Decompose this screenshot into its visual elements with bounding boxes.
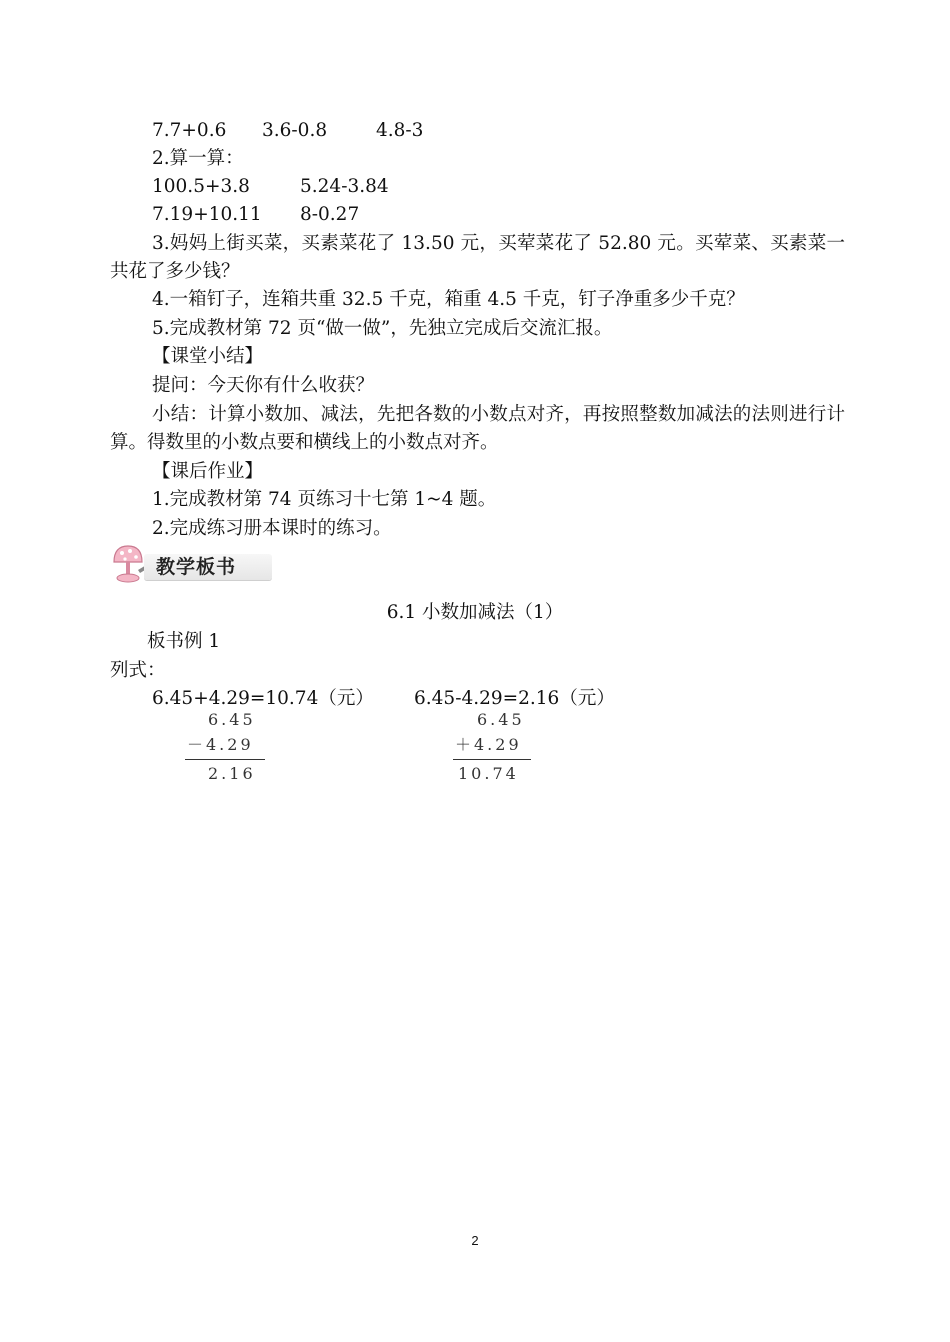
calc-right-top: 6.45 [477,710,525,729]
expr: 7.7+0.6 [152,120,227,141]
board-title: 6.1 小数加减法（1） [386,602,564,623]
page-number: 2 [471,1233,479,1248]
equation-subtract: 6.45-4.29=2.16（元） [414,688,615,709]
heading-class-summary: 【课堂小结】 [152,346,264,367]
calc-left-mid: －4.29 [187,735,254,754]
heading-homework: 【课后作业】 [152,461,264,482]
equation-add: 6.45+4.29=10.74（元） [152,688,374,709]
expr: 8-0.27 [300,204,360,225]
calc-left-top: 6.45 [208,710,256,729]
banner-label: 教学板书 [156,556,237,578]
calc-right-rule [453,759,531,760]
question-3: 3.妈妈上街买菜，买素菜花了 13.50 元，买荤菜花了 52.80 元。买荤菜、买素菜一共花了多少钱？ [110,233,845,282]
expr: 4.8-3 [376,120,424,141]
homework-2: 2.完成练习册本课时的练习。 [152,518,392,539]
calc-right-result: 10.74 [458,764,519,783]
expr: 100.5+3.8 [152,176,250,197]
question-harvest: 提问：今天你有什么收获？ [152,375,375,396]
board-banner [104,540,272,588]
calc-right-mid: ＋4.29 [455,735,522,754]
board-example: 板书例 1 [147,631,221,652]
calc-left-rule [185,759,265,760]
expr: 5.24-3.84 [300,176,389,197]
calc-left-result: 2.16 [208,764,256,783]
expr: 7.19+10.11 [152,204,262,225]
question-4: 4.一箱钉子，连箱共重 32.5 千克，箱重 4.5 千克，钉子净重多少千克？ [152,289,745,310]
summary-text: 小结：计算小数加、减法，先把各数的小数点对齐，再按照整数加减法的法则进行计算。得数里的小数点要和横线上的小数点对齐。 [110,404,845,453]
homework-1: 1.完成教材第 74 页练习十七第 1~4 题。 [152,489,497,510]
section-label: 2.算一算： [152,148,244,169]
expr: 3.6-0.8 [262,120,328,141]
question-5: 5.完成教材第 72 页“做一做”，先独立完成后交流汇报。 [152,318,613,339]
formula-label: 列式： [110,660,166,681]
